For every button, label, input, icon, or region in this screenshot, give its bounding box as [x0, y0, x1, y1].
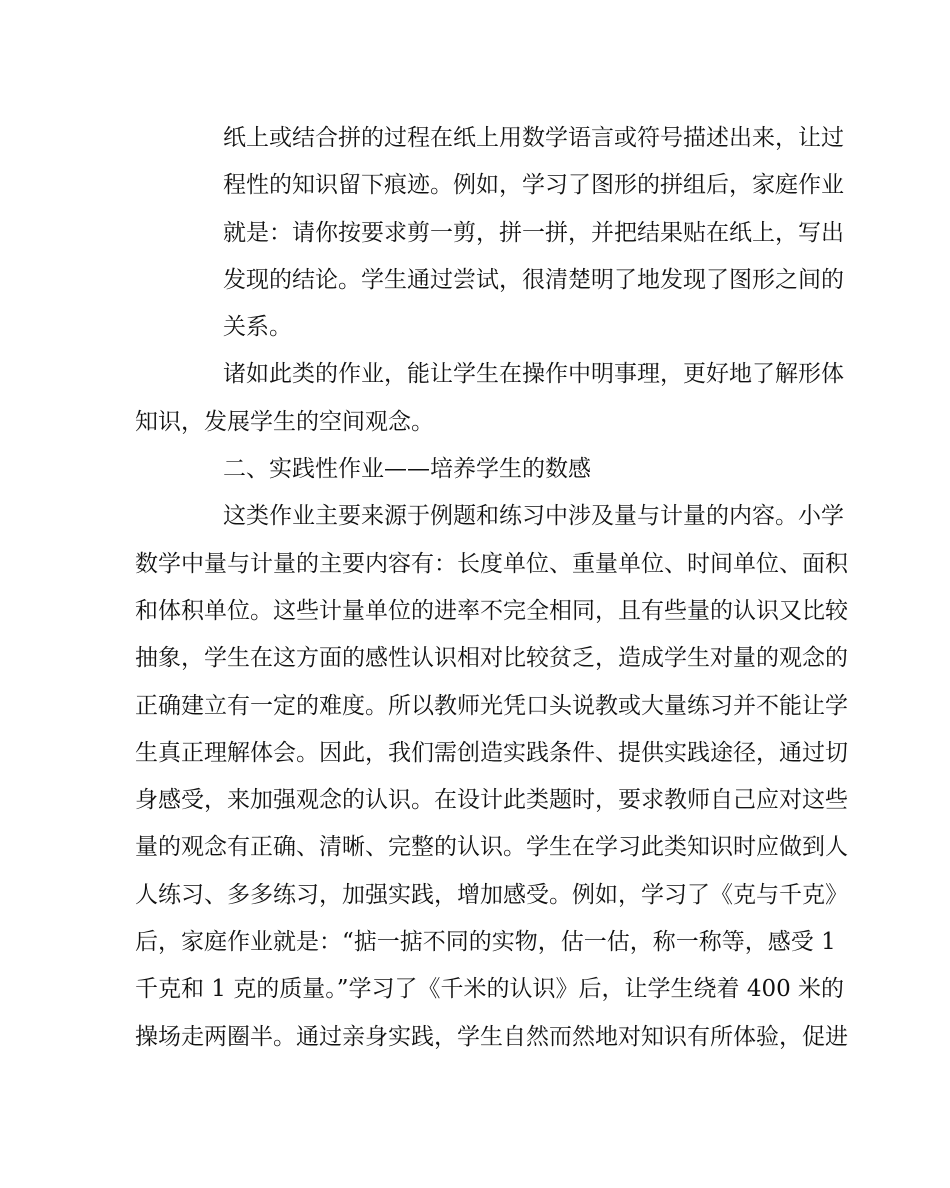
section-heading: 二、实践性作业——培养学生的数感 — [223, 456, 591, 483]
paragraph-line: 人练习、多多练习，加强实践，增加感受。例如，学习了《克与千克》 — [135, 881, 848, 908]
paragraph-line: 关系。 — [223, 314, 292, 341]
paragraph-line: 正确建立有一定的难度。所以教师光凭口头说教或大量练习并不能让学 — [135, 692, 848, 719]
paragraph-line: 纸上或结合拼的过程在纸上用数学语言或符号描述出来，让过 — [223, 125, 844, 151]
paragraph-line: 量的观念有正确、清晰、完整的认识。学生在学习此类知识时应做到人 — [135, 834, 848, 861]
paragraph-line: 抽象，学生在这方面的感性认识相对比较贫乏，造成学生对量的观念的 — [135, 645, 848, 672]
paragraph-line: 身感受，来加强观念的认识。在设计此类题时，要求教师自己应对这些 — [135, 787, 848, 814]
paragraph-line: 这类作业主要来源于例题和练习中涉及量与计量的内容。小学 — [223, 503, 844, 530]
document-body — [135, 115, 848, 1061]
paragraph-line: 就是：请你按要求剪一剪，拼一拼，并把结果贴在纸上，写出 — [223, 219, 844, 246]
paragraph-line: 诸如此类的作业，能让学生在操作中明事理，更好地了解形体 — [223, 361, 844, 388]
paragraph-line: 后，家庭作业就是：“掂一掂不同的实物，估一估，称一称等，感受 1 — [135, 929, 836, 956]
paragraph-line: 生真正理解体会。因此，我们需创造实践条件、提供实践途径，通过切 — [135, 739, 848, 766]
paragraph-line: 和体积单位。这些计量单位的进率不完全相同，且有些量的认识又比较 — [135, 597, 848, 624]
paragraph-line: 程性的知识留下痕迹。例如，学习了图形的拼组后，家庭作业 — [223, 172, 844, 199]
paragraph-line: 发现的结论。学生通过尝试，很清楚明了地发现了图形之间的 — [223, 266, 844, 293]
paragraph-line: 数学中量与计量的主要内容有：长度单位、重量单位、时间单位、面积 — [135, 550, 848, 577]
paragraph-line: 操场走两圈半。通过亲身实践，学生自然而然地对知识有所体验，促进 — [135, 1023, 848, 1050]
paragraph-line: 知识，发展学生的空间观念。 — [135, 408, 434, 435]
paragraph-line: 千克和 1 克的质量。”学习了《千米的认识》后，让学生绕着 400 米的 — [135, 976, 845, 1003]
